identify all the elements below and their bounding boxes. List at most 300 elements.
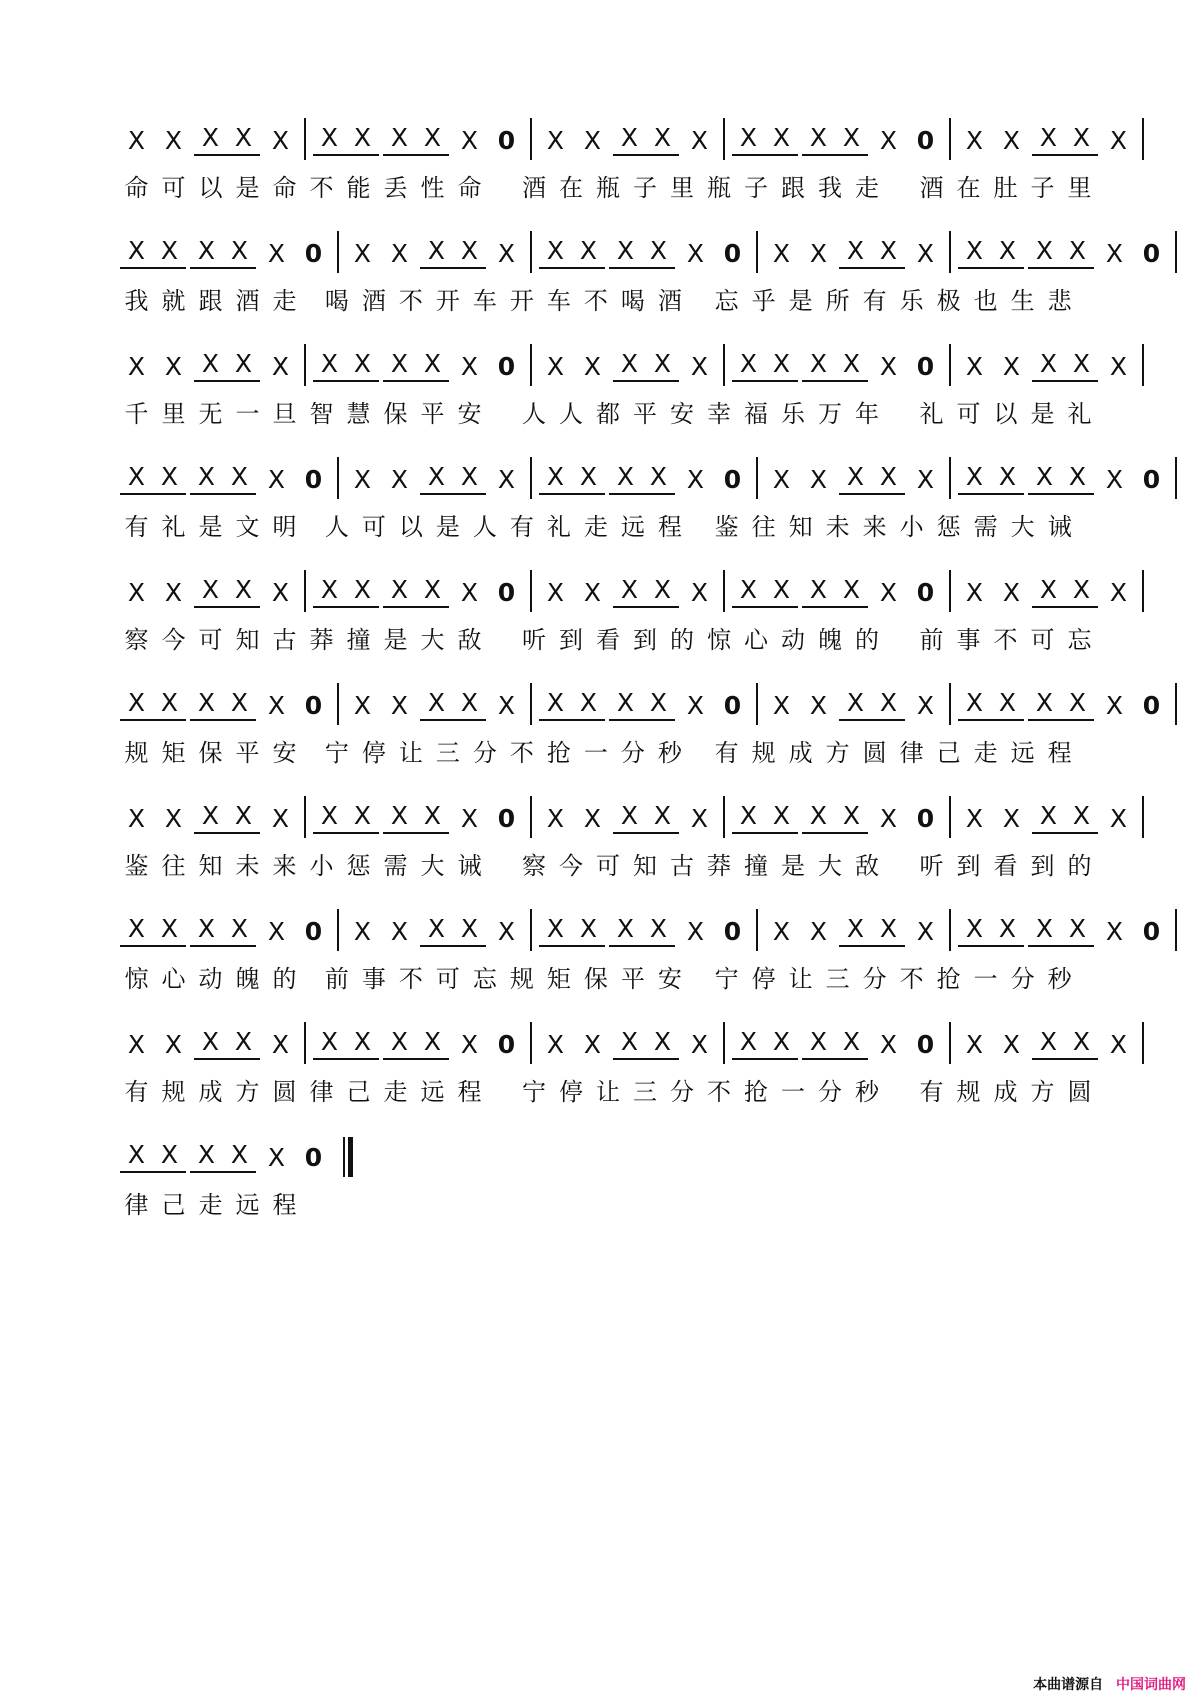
lyric-char: 宁 [324,739,349,767]
lyric-char: 安 [272,739,297,767]
beamed-notes [420,688,486,721]
lyric-char: 保 [583,965,608,993]
note: X [353,123,372,152]
note: X [1068,462,1087,491]
measure [306,1022,532,1064]
lyric-char: 古 [272,626,297,654]
note: X [267,465,286,494]
note: X [1109,352,1128,381]
note: X [1072,349,1091,378]
note: X [879,126,898,155]
note: X [965,688,984,717]
lyric-phrase [701,622,914,658]
lyric-char: 一 [583,739,608,767]
lyric-char: 的 [1067,852,1092,880]
lyric-char: 乎 [751,287,776,315]
note: X [423,349,442,378]
beamed-notes [732,1027,798,1060]
lyrics-row [118,1074,1098,1110]
note: X [620,349,639,378]
note: X [320,349,339,378]
lyric-char: 子 [744,174,768,202]
note: X [809,349,828,378]
note: X [649,236,668,265]
notes-row [118,223,1161,273]
lyric-char: 敌 [855,852,879,880]
lyric-phrase [303,1074,516,1110]
lyric-phrase [318,735,503,771]
measure [118,796,306,838]
measure [758,683,951,725]
beamed-notes [190,688,256,721]
note: X [842,123,861,152]
lyric-char: 有 [509,513,534,541]
beamed-notes [190,1140,256,1173]
lyric-char: 礼 [546,513,571,541]
lyric-char: 惊 [124,965,149,993]
note: X [772,349,791,378]
lyric-char: 万 [818,400,842,428]
note: X [690,578,709,607]
lyric-char: 在 [559,174,583,202]
lyric-char: 大 [818,852,842,880]
lyric-char: 礼 [919,400,944,428]
lyric-char: 安 [457,400,482,428]
lyric-char: 平 [420,400,445,428]
measure [532,909,758,951]
note: X [234,575,253,604]
lyric-phrase [303,396,516,432]
lyric-char: 抢 [744,1078,768,1106]
notes-row [118,562,1128,612]
note: X [653,801,672,830]
rest-note: 0 [1142,917,1161,946]
lyric-char: 命 [124,174,149,202]
lyric-char: 成 [788,739,813,767]
beamed-notes [839,462,905,495]
lyric-char: 酒 [522,174,546,202]
lyric-char: 分 [670,1078,694,1106]
lyric-char: 在 [956,174,981,202]
lyrics-row [118,170,1098,206]
lyric-char: 以 [198,174,223,202]
beamed-notes [802,123,868,156]
note: X [164,578,183,607]
note: X [1105,239,1124,268]
notes-row [118,1014,1128,1064]
measure [532,683,758,725]
note: X [772,465,791,494]
lyric-char: 不 [398,965,423,993]
note: X [686,465,705,494]
note: X [579,462,598,491]
lyric-char: 停 [361,739,386,767]
beamed-notes [958,688,1024,721]
lyric-char: 平 [633,400,657,428]
lyric-phrase [303,622,516,658]
note: X [739,801,758,830]
note: X [164,352,183,381]
note: X [271,352,290,381]
note: X [390,575,409,604]
measure [951,344,1144,386]
measure [725,118,951,160]
rest-note: 0 [723,239,742,268]
note: X [1072,123,1091,152]
lyric-char: 知 [235,626,260,654]
note: X [686,691,705,720]
lyric-char: 可 [596,852,620,880]
measure [725,570,951,612]
note: X [460,352,479,381]
lyrics-row [118,509,1098,545]
measure [532,570,725,612]
score-system [118,1014,1128,1127]
note: X [583,126,602,155]
note: X [427,914,446,943]
beamed-notes [732,123,798,156]
note: X [497,691,516,720]
score-system [118,1127,1098,1240]
note: X [965,126,984,155]
lyric-char: 撞 [346,626,371,654]
note: X [1072,801,1091,830]
lyric-phrase [503,283,708,319]
note: X [809,239,828,268]
lyric-char: 可 [198,626,223,654]
beamed-notes [732,801,798,834]
lyric-char: 性 [420,174,445,202]
lyric-char: 的 [855,626,879,654]
lyric-char: 动 [198,965,223,993]
lyric-char: 有 [862,287,887,315]
beamed-notes [383,801,449,834]
lyric-char: 看 [596,626,620,654]
lyric-char: 不 [707,1078,731,1106]
beamed-notes [420,236,486,269]
note: X [353,465,372,494]
note: X [353,239,372,268]
lyric-char: 一 [973,965,998,993]
note: X [739,349,758,378]
note: X [201,575,220,604]
note: X [879,578,898,607]
note: X [320,123,339,152]
lyric-char: 心 [744,626,768,654]
rest-note: 0 [497,578,516,607]
lyric-char: 走 [855,174,879,202]
lyric-char: 是 [1030,400,1055,428]
note: X [353,1027,372,1056]
beamed-notes [194,801,260,834]
beamed-notes [802,1027,868,1060]
note: X [620,801,639,830]
lyric-char: 安 [657,965,682,993]
note: X [809,691,828,720]
beamed-notes [1032,801,1098,834]
note: X [201,349,220,378]
note: X [1105,917,1124,946]
measure [532,457,758,499]
note: X [127,1030,146,1059]
note: X [1039,1027,1058,1056]
lyric-char: 智 [309,400,334,428]
note: X [423,575,442,604]
lyric-char: 可 [361,513,386,541]
lyric-char: 成 [993,1078,1018,1106]
measure [951,796,1144,838]
note: X [423,801,442,830]
note: X [690,804,709,833]
beamed-notes [420,462,486,495]
note: X [772,1027,791,1056]
note: X [846,914,865,943]
lyric-char: 一 [781,1078,805,1106]
lyric-char: 程 [1047,739,1072,767]
note: X [649,462,668,491]
lyric-char: 矩 [546,965,571,993]
lyric-phrase [118,848,303,884]
note: X [998,688,1017,717]
site-logo-text[interactable]: 中国词曲网 [1116,1677,1186,1693]
lyric-char: 诫 [1047,513,1072,541]
lyric-char: 魄 [818,626,842,654]
lyric-char: 开 [435,287,460,315]
beamed-notes [613,123,679,156]
lyric-char: 让 [788,965,813,993]
beamed-notes [802,801,868,834]
note: X [353,349,372,378]
note: X [965,914,984,943]
lyric-phrase [118,396,303,432]
lyric-char: 不 [993,626,1018,654]
lyrics-row [118,961,1098,997]
lyric-char: 可 [161,174,186,202]
note: X [197,236,216,265]
note: X [1039,575,1058,604]
measure [951,1022,1144,1064]
note: X [998,914,1017,943]
lyric-char: 悲 [1047,287,1072,315]
note: X [353,801,372,830]
lyric-char: 年 [855,400,879,428]
rest-note: 0 [304,465,323,494]
lyric-char: 惊 [707,626,731,654]
beamed-notes [120,462,186,495]
note: X [653,349,672,378]
note: X [201,1027,220,1056]
lyric-char: 到 [1030,852,1055,880]
note: X [1072,575,1091,604]
lyric-char: 能 [346,174,371,202]
note: X [546,914,565,943]
lyric-char: 秒 [1047,965,1072,993]
lyric-char: 子 [1030,174,1055,202]
beamed-notes [194,575,260,608]
rest-note: 0 [304,239,323,268]
notes-row [118,449,1161,499]
note: X [390,801,409,830]
lyric-char: 的 [670,626,694,654]
note: X [1109,578,1128,607]
lyric-char: 礼 [1067,400,1092,428]
note: X [998,236,1017,265]
measure [951,909,1177,951]
lyric-char: 是 [383,626,408,654]
source-label: 本曲谱源自 [1033,1677,1104,1693]
lyric-char: 矩 [161,739,186,767]
lyric-char: 走 [973,739,998,767]
lyric-char: 动 [781,626,805,654]
lyric-char: 忘 [1067,626,1092,654]
lyric-char: 酒 [919,174,944,202]
note: X [423,1027,442,1056]
measure [339,909,532,951]
measure [758,231,951,273]
beamed-notes [539,914,605,947]
beamed-notes [1028,688,1094,721]
score-system [118,336,1128,449]
lyric-char: 平 [620,965,645,993]
lyric-char: 不 [309,174,334,202]
beamed-notes [802,349,868,382]
note: X [1002,578,1021,607]
lyric-char: 秒 [657,739,682,767]
lyric-phrase [913,622,1098,658]
lyric-char: 福 [744,400,768,428]
lyric-char: 前 [324,965,349,993]
lyric-char: 敌 [457,626,482,654]
lyric-char: 规 [956,1078,981,1106]
lyric-char: 宁 [522,1078,546,1106]
lyric-char: 就 [161,287,186,315]
note: X [234,1027,253,1056]
lyric-char: 往 [751,513,776,541]
lyric-char: 来 [272,852,297,880]
lyric-char: 己 [346,1078,371,1106]
lyric-char: 文 [235,513,260,541]
lyric-char: 让 [398,739,423,767]
lyric-char: 是 [198,513,223,541]
rest-note: 0 [497,804,516,833]
lyric-phrase [118,1187,342,1223]
note: X [460,688,479,717]
lyric-char: 走 [198,1191,223,1219]
lyrics-row [118,848,1098,884]
notes-row [118,788,1128,838]
lyric-char: 知 [633,852,657,880]
lyric-char: 酒 [657,287,682,315]
beamed-notes [120,914,186,947]
lyrics-row [118,1187,1098,1223]
note: X [809,123,828,152]
lyric-char: 可 [1030,626,1055,654]
lyric-phrase [913,1074,1098,1110]
lyric-char: 酒 [235,287,260,315]
beamed-notes [609,462,675,495]
note: X [916,691,935,720]
measure [532,231,758,273]
note: X [127,1140,146,1169]
note: X [616,236,635,265]
note: X [160,688,179,717]
note: X [583,804,602,833]
note: X [427,688,446,717]
beamed-notes [194,1027,260,1060]
lyric-phrase [516,170,701,206]
beamed-notes [609,688,675,721]
note: X [234,801,253,830]
lyric-char: 跟 [781,174,805,202]
lyric-char: 远 [620,513,645,541]
rest-note: 0 [916,1030,935,1059]
note: X [460,236,479,265]
note: X [127,126,146,155]
lyric-phrase [701,170,914,206]
note: X [965,804,984,833]
measure [118,118,306,160]
lyric-char: 是 [435,513,460,541]
lyric-char: 里 [161,400,186,428]
lyric-char: 需 [383,852,408,880]
note: X [546,804,565,833]
beamed-notes [539,688,605,721]
note: X [846,236,865,265]
lyric-char: 大 [420,852,445,880]
lyric-phrase [893,283,1098,319]
lyric-char: 礼 [161,513,186,541]
note: X [427,236,446,265]
note: X [739,123,758,152]
rest-note: 0 [1142,691,1161,720]
lyric-char: 所 [825,287,850,315]
lyric-char: 走 [272,287,297,315]
lyric-char: 是 [235,174,260,202]
note: X [583,578,602,607]
lyric-phrase [118,735,318,771]
note: X [809,575,828,604]
note: X [772,123,791,152]
lyric-char: 不 [509,739,534,767]
beamed-notes [1028,462,1094,495]
note: X [271,578,290,607]
lyric-char: 不 [899,965,924,993]
rest-note: 0 [497,352,516,381]
lyric-char: 往 [161,852,186,880]
lyric-phrase [503,509,708,545]
lyric-phrase [318,509,503,545]
note: X [546,688,565,717]
note: X [1035,914,1054,943]
note: X [620,123,639,152]
beamed-notes [194,349,260,382]
note: X [390,917,409,946]
note: X [460,914,479,943]
rest-note: 0 [723,917,742,946]
beamed-notes [190,236,256,269]
lyric-char: 未 [825,513,850,541]
lyric-char: 千 [124,400,149,428]
lyric-char: 规 [509,965,534,993]
lyric-char: 规 [124,739,149,767]
note: X [916,465,935,494]
lyric-char: 魄 [235,965,260,993]
lyric-phrase [913,848,1098,884]
beamed-notes [120,1140,186,1173]
measure [306,570,532,612]
lyric-char: 我 [818,174,842,202]
note: X [271,804,290,833]
